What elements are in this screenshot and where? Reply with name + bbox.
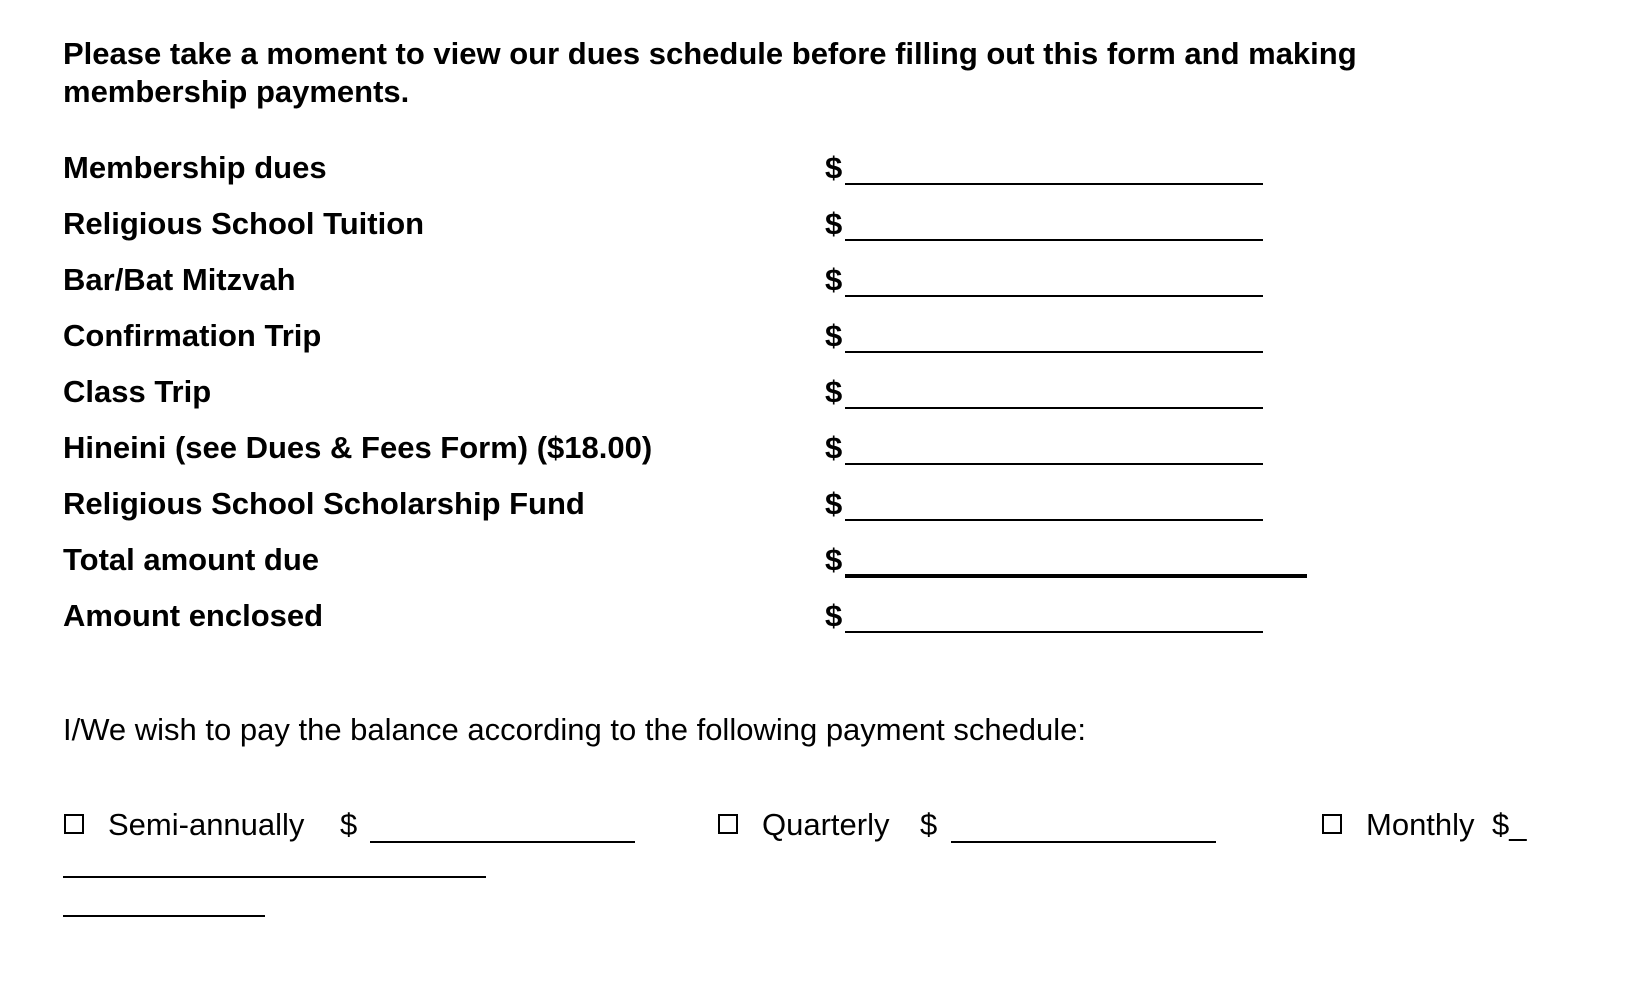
option-monthly (1322, 805, 1622, 845)
fee-row-bar-bat-mitzvah (63, 260, 1363, 300)
bar-bat-mitzvah-amount-field[interactable] (845, 295, 1263, 297)
dollar-sign: $ (920, 807, 938, 842)
semi-annually-amount-field[interactable] (370, 841, 635, 843)
dollar-sign: $ (825, 598, 843, 633)
dollar-sign: $ (825, 430, 843, 465)
scholarship-fund-amount-field[interactable] (845, 519, 1263, 521)
option-semi-annually (64, 805, 644, 845)
fee-row-religious-school-tuition (63, 204, 1363, 244)
fee-row-class-trip (63, 372, 1363, 412)
dollar-sign: $ (825, 486, 843, 521)
fee-label: Class Trip (63, 374, 212, 409)
dollar-sign: $ (825, 206, 843, 241)
monthly-checkbox[interactable] (1322, 814, 1342, 834)
monthly-amount-field-continued-2[interactable] (63, 915, 265, 917)
total-amount-due-field[interactable] (845, 574, 1307, 578)
option-label: Semi-annually (108, 807, 305, 842)
dollar-sign: $ (825, 318, 843, 353)
option-label: Quarterly (762, 807, 890, 842)
fee-label: Total amount due (63, 542, 320, 577)
fee-row-total-amount-due (63, 540, 1363, 580)
fee-row-confirmation-trip (63, 316, 1363, 356)
class-trip-amount-field[interactable] (845, 407, 1263, 409)
intro-text: Please take a moment to view our dues schedule before filling out this form and making membership payments. (63, 36, 1357, 109)
fee-row-membership-dues (63, 148, 1363, 188)
quarterly-checkbox[interactable] (718, 814, 738, 834)
confirmation-trip-amount-field[interactable] (845, 351, 1263, 353)
amount-enclosed-field[interactable] (845, 631, 1263, 633)
payment-schedule-text: I/We wish to pay the balance according to the following payment schedule: (63, 712, 1087, 747)
fee-label: Religious School Scholarship Fund (63, 486, 585, 521)
fee-label: Religious School Tuition (63, 206, 425, 241)
dollar-sign: $_ (1492, 807, 1527, 842)
fee-label: Amount enclosed (63, 598, 324, 633)
fee-row-scholarship-fund (63, 484, 1363, 524)
monthly-amount-field-continued[interactable] (63, 876, 486, 878)
dollar-sign: $ (340, 807, 358, 842)
religious-school-tuition-amount-field[interactable] (845, 239, 1263, 241)
fee-label: Confirmation Trip (63, 318, 322, 353)
dollar-sign: $ (825, 542, 843, 577)
fee-row-amount-enclosed (63, 596, 1363, 636)
semi-annually-checkbox[interactable] (64, 814, 84, 834)
dollar-sign: $ (825, 374, 843, 409)
option-label: Monthly (1366, 807, 1475, 842)
membership-dues-amount-field[interactable] (845, 183, 1263, 185)
fee-label: Membership dues (63, 150, 327, 185)
fee-label: Hineini (see Dues & Fees Form) ($18.00) (63, 430, 653, 465)
fee-row-hineini (63, 428, 1363, 468)
dollar-sign: $ (825, 150, 843, 185)
option-quarterly (718, 805, 1238, 845)
hineini-amount-field[interactable] (845, 463, 1263, 465)
dollar-sign: $ (825, 262, 843, 297)
fee-label: Bar/Bat Mitzvah (63, 262, 296, 297)
quarterly-amount-field[interactable] (951, 841, 1216, 843)
